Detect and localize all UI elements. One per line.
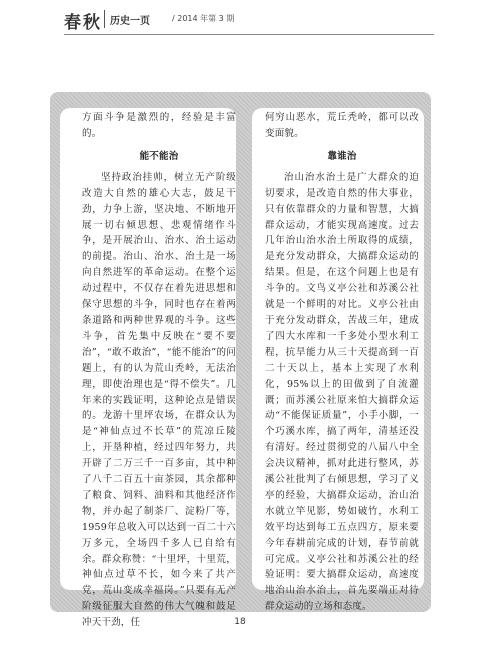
right-heading: 靠谁治: [327, 150, 357, 162]
left-lead-text: 方面斗争是激烈的，经验是丰富的。: [82, 112, 236, 139]
page-number: 18: [234, 617, 246, 627]
section-title: 历史一页: [110, 16, 150, 27]
left-body-text: 坚持政治挂帅，树立无产阶级改造大自然的雄心大志，鼓足干劲，力争上游，坚决地、不断地开展一切右倾思想、悲观情绪作斗争，是开展治山、治水、治土运动的前提。治山、治水、治土是一场向自然进军的革命运动。在整个运动过程中，不仅存在着先进思想和保守思想的斗争，同时也存在着两条道路和两种世界观的斗争。这些斗争，首先集中反映在“要不要治”，“敢不敢治”，“能不能治”的问题上，有的认为荒山秃岭，无法治理，即使治理也是“得不偿失”。几年来的实践证明，这种论点是错误的。龙游十里坪农场，在群众认为是“神仙点过不长草”的荒凉丘陵上，开垦种植，经过四年努力，共开辟了二万三千一百多亩，其中种了八千二百五十亩茶园，其余都种了粮食、饲料、油料和其他经济作物，并办起了制茶厂、淀粉厂等，1959年总收入可以达到一百二十六万多元，全场四千多人已自给有余。群众称赞：“十里坪，十里荒，神仙点过草不长，如今来了共产党，荒山变成幸福岗。”只要有无产阶级征服大自然的伟大气魄和鼓足冲天干劲，任: [82, 171, 236, 629]
issue-label: / 2014 年第 3 期: [172, 14, 235, 23]
page-header: [0, 0, 480, 44]
left-column: [82, 110, 236, 631]
right-body-text: 治山治水治土是广大群众的迫切要求，是改造自然的伟大事业，只有依靠群众的力量和智慧，大搞群众运动，才能实现高速度。过去几年治山治水治土所取得的成绩，是充分发动群众，大搞群众运动的结果。但是，在这个问题上也是有斗争的。文鸟义亭公社和苏溪公社就是一个鲜明的对比。义亭公社由于充分发动群众，苦战三年，建成了四大水库和一千多处小型水利工程，抗旱能力从三十天提高到一百二十天以上，基本上实现了水利化，95%以上的田做到了自流灌溉；而苏溪公社原来怕大搞群众运动“不能保证质量”，小手小脚，一个巧溪水库，搞了两年，清基还没有清好。经过贯彻党的八届八中全会决议精神，抓对此进行整风，苏溪公社批判了右倾思想，学习了义亭的经验，大搞群众运动，治山治水就立竿见影，势如破竹，水利工效平均达到每工五点四方，原来要今年春耕前完成的计划，春节前就可完成。义亭公社和苏溪公社的经验证明：要大搞群众运动，高速度地治山治水治土，首先要端正对待群众运动的立场和态度。: [265, 171, 419, 613]
magazine-logo: 春秋: [64, 13, 102, 33]
right-lead-text: 何穷山恶水，荒丘秃岭，都可以改变面貌。: [265, 112, 419, 139]
header-divider: [104, 10, 105, 28]
right-column: [265, 110, 419, 615]
header-rule: [64, 34, 434, 35]
left-heading: 能不能治: [139, 150, 179, 162]
